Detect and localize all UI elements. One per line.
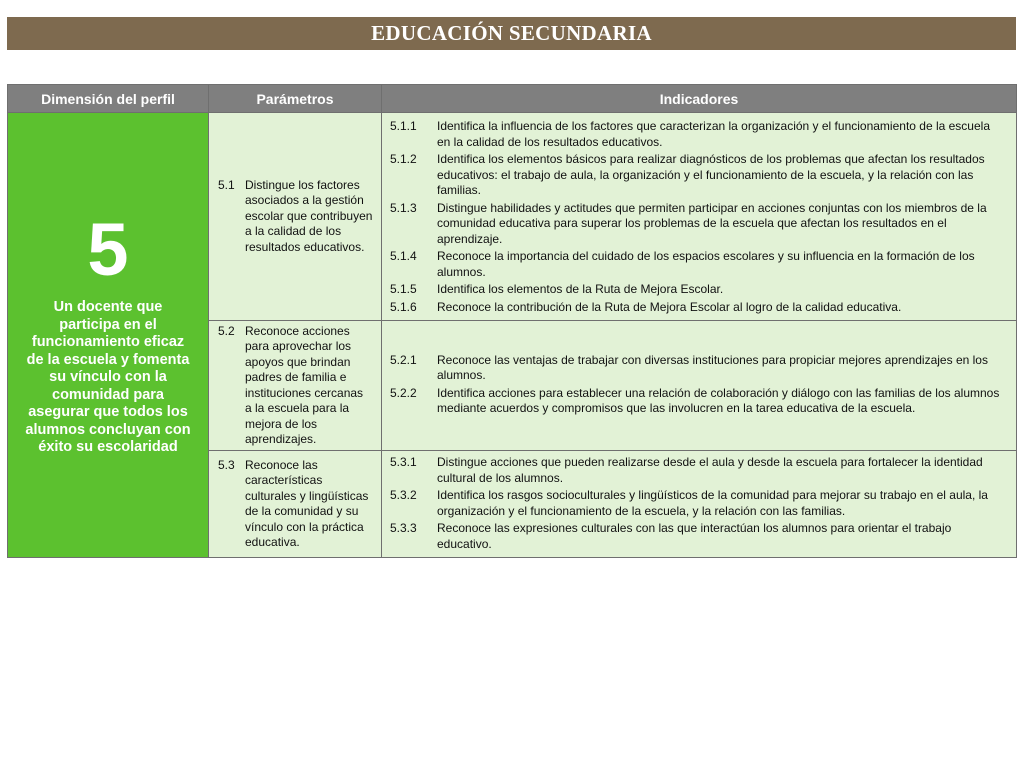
indicator-number: 5.2.2 xyxy=(390,385,417,400)
indicator-item xyxy=(390,353,1000,384)
indicators-cell xyxy=(382,113,1017,321)
indicator-item xyxy=(390,119,1000,150)
indicator-item xyxy=(390,455,1000,486)
indicator-text: Identifica acciones para establecer una relación de colaboración y diálogo con las familias de los alumnos mediante acuerdos y compromisos que las involucren en la tarea educativa de la escuela. xyxy=(437,385,1000,415)
indicator-item xyxy=(390,282,1000,298)
indicator-number: 5.2.1 xyxy=(390,352,417,367)
indicator-number: 5.1.5 xyxy=(390,282,417,296)
header-indicators: Indicadores xyxy=(382,85,1017,113)
parameter-number: 5.3 xyxy=(218,457,235,472)
page-title: EDUCACIÓN SECUNDARIA xyxy=(7,17,1016,50)
indicator-text: Reconoce la contribución de la Ruta de Mejora Escolar al logro de la calidad educativa. xyxy=(437,299,902,314)
parameter-text: Distingue los factores asociados a la gestión escolar que contribuyen a la calidad de los resultados educativos. xyxy=(245,177,373,254)
dimension-number: 5 xyxy=(87,208,129,291)
parameter-text: Reconoce las características culturales y lingüísticas de la comunidad y su vínculo con la práctica educativa. xyxy=(245,457,369,549)
parameter-cell xyxy=(209,113,382,321)
header-parameters: Parámetros xyxy=(209,85,382,113)
table-header-row xyxy=(8,85,1017,113)
indicator-text: Identifica los rasgos socioculturales y lingüísticos de la comunidad para mejorar su trabajo en el aula, la organización y el funcionamiento de la escuela, y la relación con las familias. xyxy=(437,488,988,518)
indicator-number: 5.1.1 xyxy=(390,119,417,133)
header-dimension: Dimensión del perfil xyxy=(8,85,209,113)
parameter-number: 5.1 xyxy=(218,177,235,192)
profile-table xyxy=(7,84,1017,558)
indicator-number: 5.3.2 xyxy=(390,488,417,502)
parameter-text: Reconoce acciones para aprovechar los apoyos que brindan padres de familia e instituciones cercanas a la escuela para la mejora de los aprendizajes. xyxy=(245,323,364,446)
indicators-cell xyxy=(382,321,1017,451)
indicator-text: Reconoce las ventajas de trabajar con diversas instituciones para propiciar mejores aprendizajes en los alumnos. xyxy=(437,352,988,382)
indicator-item xyxy=(390,249,1000,280)
indicator-number: 5.3.3 xyxy=(390,521,417,535)
table-row xyxy=(8,113,1017,321)
indicator-text: Reconoce las expresiones culturales con las que interactúan los alumnos para orientar el trabajo educativo. xyxy=(437,521,952,551)
indicator-number: 5.1.2 xyxy=(390,152,417,166)
indicator-item xyxy=(390,300,1000,316)
indicator-number: 5.1.6 xyxy=(390,299,417,314)
indicator-item xyxy=(390,488,1000,519)
indicator-number: 5.1.4 xyxy=(390,249,417,263)
indicator-item xyxy=(390,201,1000,248)
parameter-cell xyxy=(209,321,382,451)
indicator-text: Identifica los elementos de la Ruta de Mejora Escolar. xyxy=(437,282,724,296)
indicator-text: Distingue acciones que pueden realizarse desde el aula y desde la escuela para fortalecer la identidad cultural de los alumnos. xyxy=(437,455,983,485)
indicator-text: Identifica los elementos básicos para realizar diagnósticos de los problemas que afectan los resultados educativos: el trabajo de aula, la organización y el funcionamiento de la escuela, y la relación con las familias. xyxy=(437,152,985,197)
dimension-cell xyxy=(8,113,209,558)
parameter-cell xyxy=(209,451,382,558)
indicator-item xyxy=(390,386,1000,417)
indicator-number: 5.1.3 xyxy=(390,200,417,215)
indicators-cell xyxy=(382,451,1017,558)
parameter-number: 5.2 xyxy=(218,323,235,338)
dimension-description: Un docente que participa en el funcionamiento eficaz de la escuela y fomenta su vínculo con la comunidad para asegurar que todos los alumnos concluyan con éxito su escolaridad xyxy=(25,299,191,455)
indicator-text: Identifica la influencia de los factores que caracterizan la organización y el funcionamiento de la escuela en la calidad de los resultados educativos. xyxy=(437,119,990,149)
indicator-text: Reconoce la importancia del cuidado de los espacios escolares y su influencia en la formación de los alumnos. xyxy=(437,249,975,279)
indicator-item xyxy=(390,152,1000,199)
indicator-number: 5.3.1 xyxy=(390,455,417,469)
indicator-item xyxy=(390,521,1000,552)
indicator-text: Distingue habilidades y actitudes que permiten participar en acciones conjuntas con los miembros de la comunidad educativa para superar los problemas de la escuela que afectan los resultados en el aprendizaje. xyxy=(437,200,987,246)
